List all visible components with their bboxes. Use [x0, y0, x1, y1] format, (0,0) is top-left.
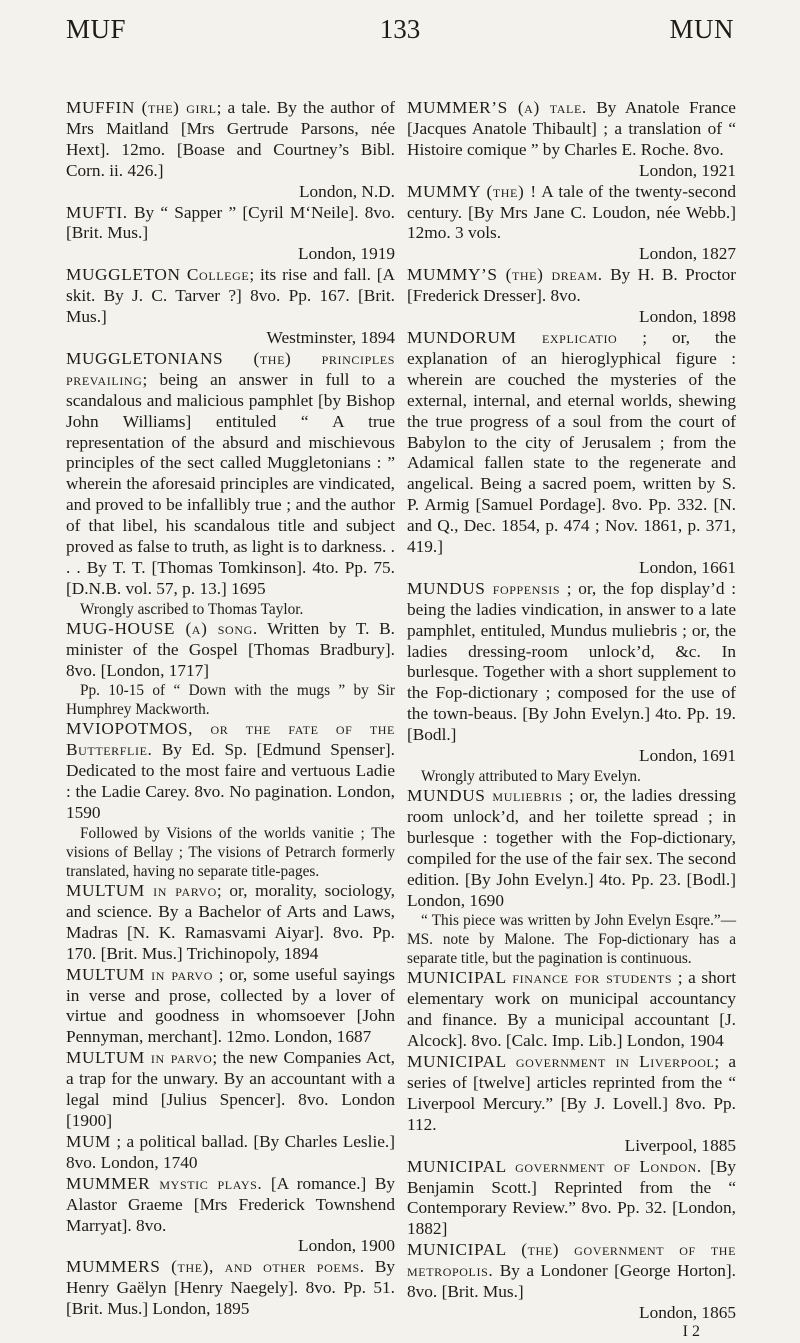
entry-note: Wrongly attributed to Mary Evelyn. [421, 768, 641, 785]
bibliography-entry [66, 1174, 395, 1258]
entry-body: Written by T. B. minister of the Gospel [Thomas Bradbury]. 8vo. [London, 1717] [66, 618, 395, 680]
entry-imprint: London, 1898 [639, 307, 736, 327]
entry-imprint: London, 1865 [639, 1302, 736, 1322]
entry-title: MUMMER mystic plays. [66, 1173, 263, 1193]
entry-body: A tale of the twenty-second century. [By Mrs Jane C. Loudon, née Webb.] 12mo. 3 vols. [407, 181, 736, 243]
entry-body: By Henry Gaëlyn [Henry Naegely]. 8vo. Pp. 51. [Brit. Mus.] London, 1895 [66, 1257, 395, 1319]
entry-imprint: London, 1921 [639, 160, 736, 180]
entry-body: [By Benjamin Scott.] Reprinted from the “ Contemporary Review.” 8vo. Pp. 32. [London, 1882] [407, 1156, 736, 1239]
entry-body: By H. B. Proctor [Frederick Dresser]. 8vo. [407, 265, 736, 306]
entry-body: ; a short elementary work on municipal accountancy and finance. By a municipal accountant [J. Alcock]. 8vo. [Calc. Imp. Lib.] London, 1904 [407, 968, 736, 1051]
entry-title: MULTUM in parvo [66, 964, 213, 984]
bibliography-entry [407, 182, 736, 266]
running-header [0, 14, 800, 54]
bibliography-entry [66, 203, 395, 266]
bibliography-entry [407, 1052, 736, 1157]
bibliography-entry [66, 98, 395, 203]
header-right-guide: MUN [669, 14, 734, 44]
entry-imprint: Westminster, 1894 [266, 327, 395, 347]
entry-body: By a Londoner [George Horton]. 8vo. [Brit. Mus.] [407, 1261, 736, 1302]
bibliography-entry [407, 579, 736, 786]
entry-body: [A romance.] By Alastor Graeme [Mrs Frederick Townshend Marryat]. 8vo. [66, 1173, 395, 1235]
bibliography-entry [407, 328, 736, 579]
entry-body: ; or, the explanation of an hieroglyphical figure : wherein are couched the mysteries of the external, internal, and eternal worlds, shewing the true progress of a soul from the court of Babylon to the city of Jerusalem ; from the Adamical fallen state to the regenerate and angelical. Being a sacred poem, written by S. P. Armig [Samuel Pordage]. 8vo. Pp. 332. [N. and Q., Dec. 1854, p. 474 ; Nov. 1861, p. 371, 419.] [407, 327, 736, 557]
entry-note: Pp. 10-15 of “ Down with the mugs ” by Sir Humphrey Mackworth. [66, 682, 395, 719]
entry-imprint: London, 1691 [639, 746, 736, 766]
entry-imprint: London, 1919 [298, 244, 395, 264]
entry-title: MUGGLETONIANS (the) principles prevailing [66, 348, 395, 389]
page-number: 133 [379, 14, 421, 44]
entry-body: By Anatole France [Jacques Anatole Thibault] ; a translation of “ Histoire comique ” by Charles E. Roche. 8vo. [407, 98, 736, 159]
entry-imprint: London, N.D. [298, 181, 395, 201]
bibliography-entry [66, 1257, 395, 1320]
entry-title: MUNDUS muliebris [407, 786, 563, 805]
entry-body: ; the new Companies Act, a trap for the unwary. By an accountant with a legal mind [Julius Spencer]. 8vo. London [1900] [66, 1048, 395, 1130]
entry-body: By Ed. Sp. [Edmund Spenser]. Dedicated to the most faire and vertuous Ladie : the Ladie Carey. 8vo. No pagination. London, 1590 [66, 740, 395, 823]
bibliography-entry [66, 619, 395, 720]
entry-title: MUNICIPAL finance for students [407, 968, 673, 988]
bibliography-entry [407, 265, 736, 328]
entry-title: MUMMERS (the), and other poems. [66, 1257, 365, 1277]
signature-mark: I 2 [682, 1322, 700, 1340]
entry-body: ; being an answer in full to a scandalous and malicious pamphlet [by Bishop John Williams] entituled “ A true representation of the absurd and mischievous principles of the sect called Muggletonians : ” wherein the aforesaid principles are vindicated, and proved to be infallibly true ; and the author of that libel, his scandalous title and subject proved as false to truth, as light is to darkness. . . . By T. T. [Thomas Tomkinson]. 4to. Pp. 75. [D.N.B. vol. 57, p. 13.] 1695 [66, 369, 395, 598]
entry-body: ; or, the ladies dressing room unlock’d, and her toilette spread ; in burlesque : together with the Fop-dictionary, compiled for the use of the fair sex. The second edition. [By John Evelyn.] 4to. Pp. 23. [Bodl.] London, 1690 [407, 786, 736, 910]
right-column [407, 98, 736, 1343]
entry-title: MVIOPOTMOS, or the fate of the Butterflie. [66, 719, 395, 760]
entry-note: Wrongly ascribed to Thomas Taylor. [80, 600, 304, 618]
entry-body: ; its rise and fall. [A skit. By J. C. Tarver ?] 8vo. Pp. 167. [Brit. Mus.] [66, 265, 396, 327]
entry-title: MUGGLETON College [66, 265, 250, 285]
bibliography-entry [66, 965, 395, 1049]
entry-imprint: London, 1827 [639, 244, 736, 264]
bibliography-entry [66, 265, 395, 349]
entry-note: “ This piece was written by John Evelyn Esqre.”—MS. note by Malone. The Fop-dictionary has a separate title, but the pagination is continuous. [407, 912, 736, 968]
entry-title: MUNICIPAL (the) government of the metropolis. [407, 1240, 736, 1281]
entry-title: MUMMER’S (a) tale. [407, 98, 587, 117]
entry-body: ; a series of [twelve] articles reprinted from the “ Liverpool Mercury.” [By J. Lovell.] 8vo. Pp. 112. [407, 1052, 736, 1134]
entry-title: MULTUM in parvo [66, 881, 217, 900]
bibliography-entry [407, 968, 736, 1052]
entry-title: MUNDORUM explicatio [407, 327, 618, 347]
entry-body: ; a political ballad. [By Charles Leslie.] 8vo. London, 1740 [66, 1131, 395, 1172]
entry-title: MUM [66, 1131, 112, 1151]
bibliography-entry [66, 349, 395, 619]
bibliography-entry [66, 719, 395, 881]
bibliography-entry [407, 1157, 736, 1241]
entry-title: MUG-HOUSE (a) song. [66, 618, 258, 638]
bibliography-entry [66, 1048, 395, 1132]
entry-title: MUFTI. [66, 202, 128, 222]
entry-title: MUFFIN (the) girl [66, 98, 217, 117]
entry-body: ; or, morality, sociology, and science. By a Bachelor of Arts and Laws, Madras [N. K. Ramasvami Aiyar]. 8vo. Pp. 170. [Brit. Mus.] Trichinopoly, 1894 [66, 881, 395, 963]
entry-title: MUMMY (the) ! [407, 181, 537, 201]
entry-body: ; a tale. By the author of Mrs Maitland [Mrs Gertrude Parsons, née Hext]. 12mo. [Boase and Courtney’s Bibl. Corn. ii. 426.] [66, 98, 395, 180]
entry-body: By “ Sapper ” [Cyril M‘Neile]. 8vo. [Brit. Mus.] [66, 202, 395, 243]
bibliography-entry [407, 786, 736, 968]
bibliography-entry [66, 1132, 395, 1174]
entry-title: MUNICIPAL government of London. [407, 1156, 702, 1176]
bibliography-entry [407, 98, 736, 182]
entry-imprint: London, 1900 [298, 1236, 395, 1256]
entry-body: ; or, the fop display’d : being the ladies vindication, in answer to a late pamphlet, entituled, Mundus muliebris ; or, the ladies dressing-room unlock’d, &c. In burlesque. Together with a short supplement to the Fop-dictionary ; composed for the use of the town-beaus. [By John Evelyn.] 4to. Pp. 19. [Bodl.] [407, 578, 736, 745]
entry-imprint: Liverpool, 1885 [624, 1135, 736, 1155]
entry-title: MULTUM in parvo [66, 1048, 213, 1068]
entry-title: MUNDUS foppensis [407, 578, 561, 598]
bibliography-entry [66, 881, 395, 965]
entry-note: Followed by Visions of the worlds vanitie ; The visions of Bellay ; The visions of Petrarch formerly translated, having no separate title-pages. [66, 825, 395, 880]
entry-title: MUMMY’S (the) dream. [407, 265, 603, 285]
header-left-guide: MUF [66, 14, 127, 44]
entry-body: ; or, some useful sayings in verse and prose, collected by a lover of virtue and goodness in whomsoever [John Pennyman, merchant]. 12mo. London, 1687 [66, 964, 396, 1047]
entry-imprint: London, 1661 [639, 557, 736, 577]
left-column [66, 98, 395, 1320]
entry-title: MUNICIPAL government in Liverpool [407, 1052, 715, 1072]
